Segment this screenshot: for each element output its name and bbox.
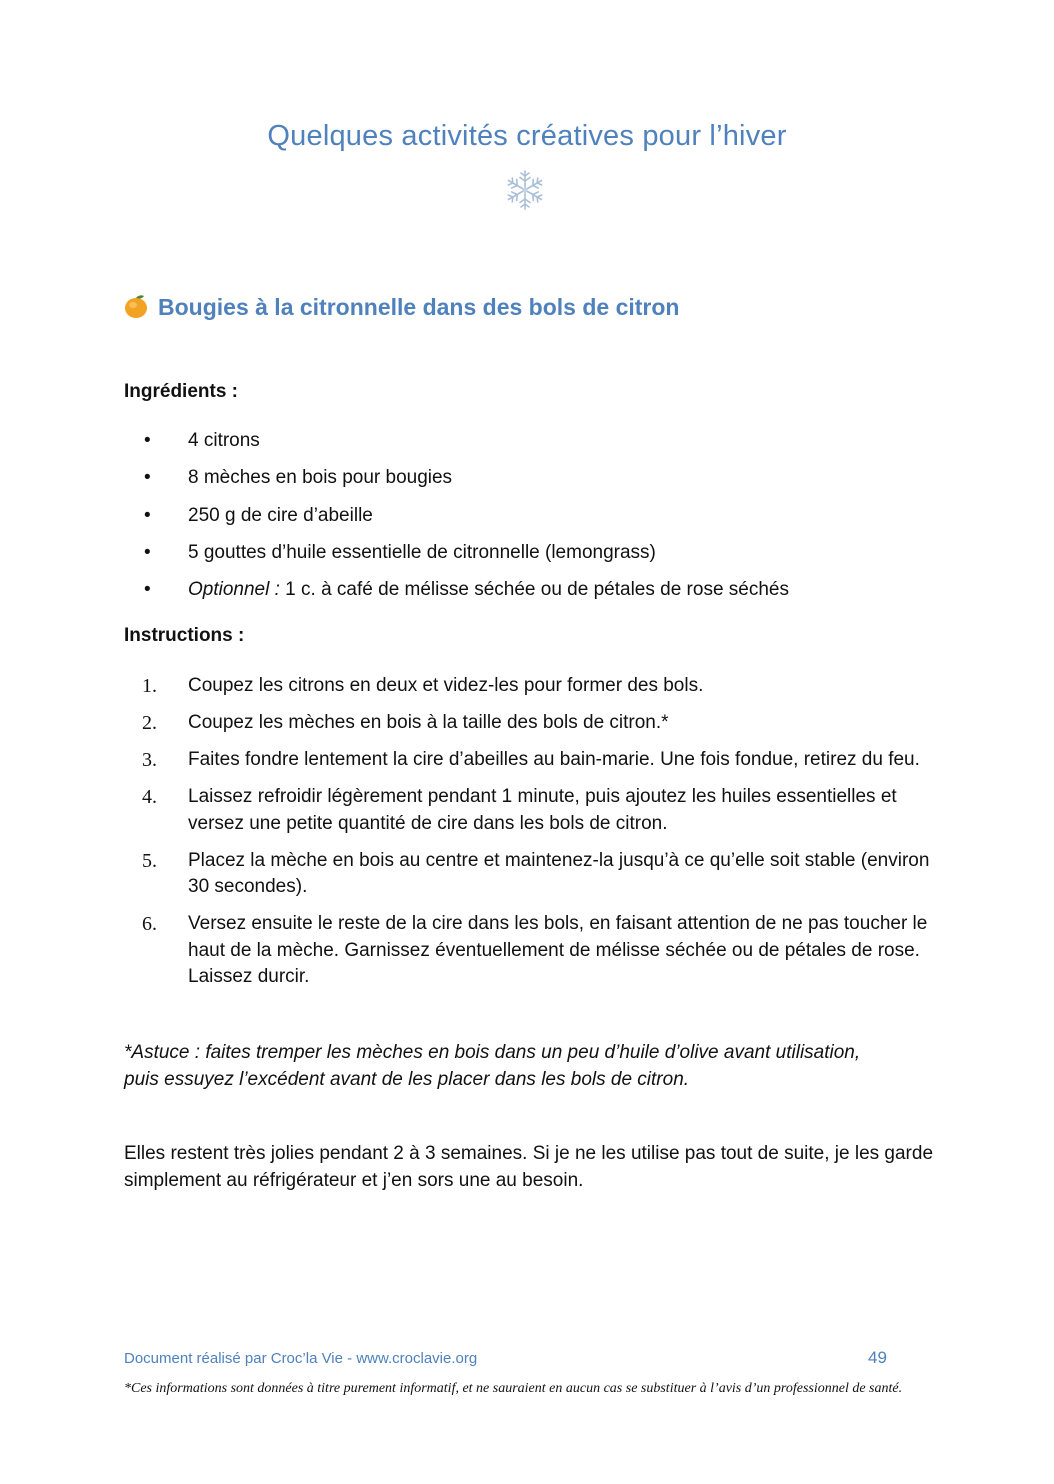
- list-item: • 5 gouttes d’huile essentielle de citronnelle (lemongrass): [124, 540, 934, 567]
- step-item: 4. Laissez refroidir légèrement pendant 1 minute, puis ajoutez les huiles essentielles et versez une petite quantité de cire dans les bols de citron.: [142, 786, 897, 834]
- step-item: 2. Coupez les mèches en bois à la taille des bols de citron.*: [124, 710, 934, 737]
- bullet-icon: •: [144, 541, 151, 563]
- step-number: 4.: [142, 786, 157, 808]
- bullet-icon: •: [144, 430, 151, 451]
- step-number: 6.: [142, 913, 157, 935]
- step-number: 3.: [142, 749, 157, 771]
- lemon-icon: [122, 293, 150, 321]
- bullet-icon: •: [144, 504, 151, 526]
- step-item: 6. Versez ensuite le reste de la cire dans les bols, en faisant attention de ne pas toucher le haut de la mèche. Garnissez éventuellement de mélisse séchée ou de pétales de rose. Laissez durcir.: [142, 913, 928, 987]
- ingredients-list: [124, 428, 934, 614]
- ingredients-label: Ingrédients :: [124, 381, 239, 402]
- tip-note: *Astuce : faites tremper les mèches en bois dans un peu d’huile d’olive avant utilisation, puis essuyez l’excédent avant de les placer dans les bols de citron.: [124, 1042, 861, 1090]
- bullet-icon: •: [144, 579, 151, 601]
- step-item: 5. Placez la mèche en bois au centre et maintenez-la jusqu’à ce qu’elle soit stable (environ 30 secondes).: [142, 849, 930, 897]
- section-title: Bougies à la citronnelle dans des bols de citron: [158, 293, 680, 320]
- list-item: • 4 citrons: [124, 428, 934, 455]
- optional-prefix: Optionnel :: [188, 579, 280, 601]
- step-item: 1. Coupez les citrons en deux et videz-les pour former des bols.: [124, 673, 934, 700]
- instructions-list: [124, 673, 934, 1001]
- snowflake-icon: [503, 168, 547, 212]
- storage-note: Elles restent très jolies pendant 2 à 3 semaines. Si je ne les utilise pas tout de suite, je les garde simplement au réfrigérateur et j’en sors une au besoin.: [124, 1143, 934, 1191]
- step-number: 5.: [142, 849, 157, 872]
- page-number: 49: [868, 1348, 887, 1367]
- section-heading: [122, 293, 679, 321]
- step-number: 2.: [142, 712, 157, 734]
- list-item: • 8 mèches en bois pour bougies: [124, 465, 934, 492]
- list-item: • 250 g de cire d’abeille: [124, 503, 934, 530]
- page-title: Quelques activités créatives pour l’hiver: [267, 120, 787, 152]
- step-item: 3. Faites fondre lentement la cire d’abeilles au bain-marie. Une fois fondue, retirez du feu.: [124, 747, 934, 774]
- step-number: 1.: [142, 675, 157, 697]
- list-item: • Optionnel : 1 c. à café de mélisse séchée ou de pétales de rose séchés: [124, 577, 934, 604]
- footer-disclaimer: *Ces informations sont données à titre purement informatif, et ne sauraient en aucun cas se substituer à l’avis d’un professionnel de santé.: [124, 1381, 903, 1396]
- footer-credit: Document réalisé par Croc’la Vie - www.croclavie.org: [124, 1350, 478, 1367]
- bullet-icon: •: [144, 467, 151, 489]
- instructions-label: Instructions :: [124, 625, 245, 646]
